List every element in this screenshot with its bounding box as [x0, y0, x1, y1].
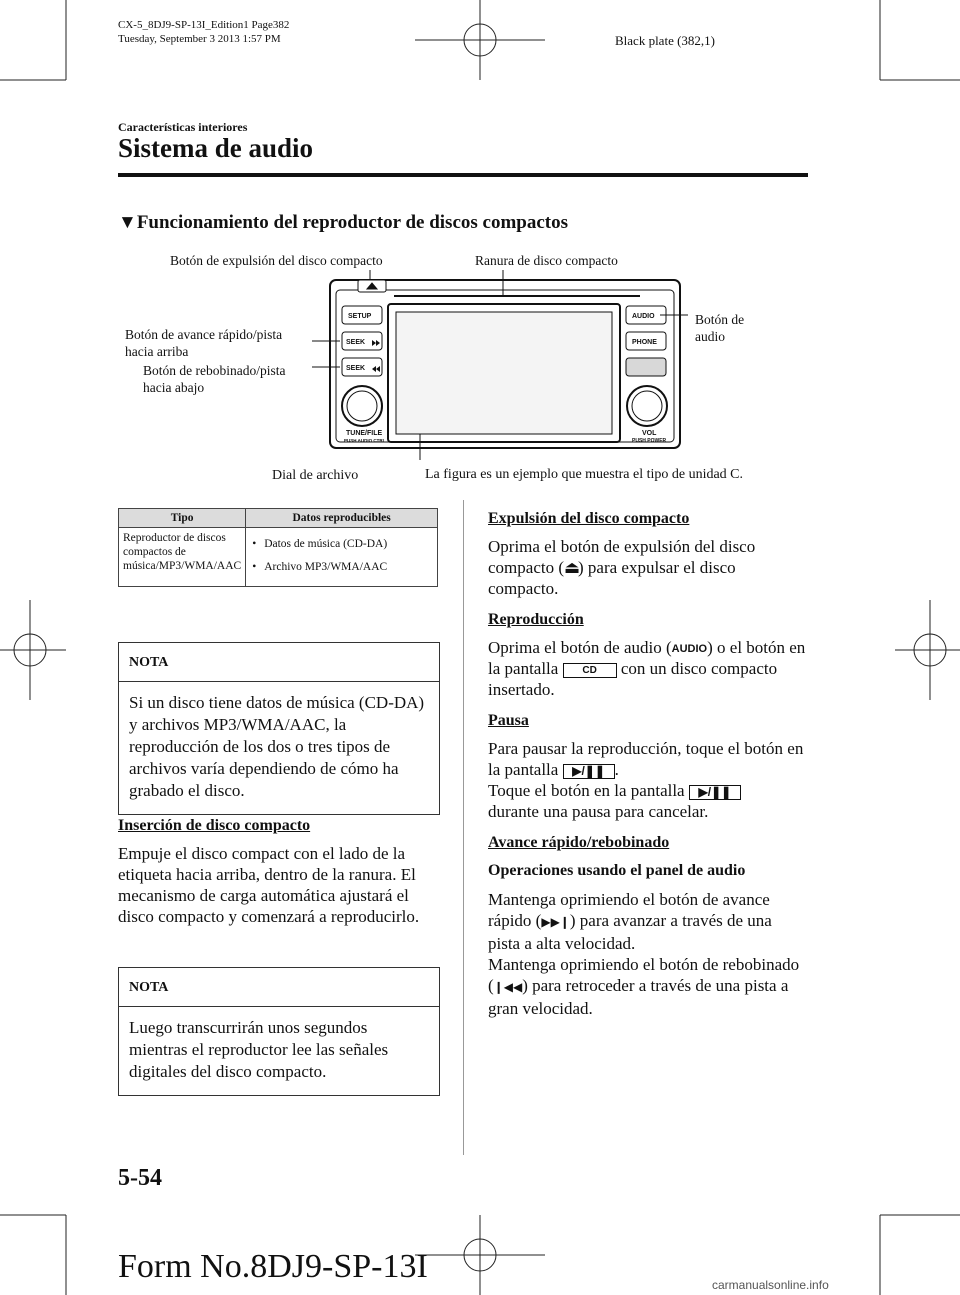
table-header-type: Tipo	[119, 509, 246, 528]
pause-body: Para pausar la reproducción, toque el botón en la pantalla ▶/❚❚ . Toque el botón en la pantalla ▶/❚❚ durante una pausa para cancelar.	[488, 739, 804, 821]
callout-rew: Botón de rebobinado/pista hacia abajo	[143, 363, 286, 395]
cd-screen-button-icon: CD	[563, 663, 617, 678]
note-title: NOTA	[119, 968, 439, 1007]
site-watermark: carmanualsonline.info	[712, 1278, 829, 1292]
procedure-heading: ▼Funcionamiento del reproductor de discos compactos	[118, 212, 569, 233]
note-box-disc-types	[118, 642, 440, 815]
fast-forward-icon: ▶▶❙	[541, 915, 570, 929]
rewind-icon: ❙◀◀	[493, 980, 523, 994]
table-row	[119, 528, 438, 587]
panel-vol-label: VOL	[642, 430, 657, 437]
panel-audio-label: AUDIO	[632, 313, 655, 320]
panel-tune-label: TUNE/FILE	[346, 430, 383, 437]
panel-setup-label: SETUP	[348, 313, 372, 320]
plate-label: Black plate (382,1)	[615, 33, 715, 48]
panel-seek-rew-label: SEEK	[346, 365, 366, 372]
insertion-section	[118, 817, 440, 927]
insertion-body: Empuje el disco compact con el lado de la etiqueta hacia arriba, dentro de la ranura. El mecanismo de carga automática ajustará el disco compacto y comenzará a reproducirlo.	[118, 844, 420, 926]
callout-ff: Botón de avance rápido/pista hacia arriba	[125, 327, 283, 359]
seek-forward-icon	[372, 340, 380, 346]
figure-note: La figura es un ejemplo que muestra el tipo de unidad C.	[425, 467, 744, 482]
table-header-data: Datos reproducibles	[246, 509, 438, 528]
data-item: • Datos de música (CD-DA)	[264, 537, 433, 551]
eject-icon: ⏏	[564, 558, 581, 577]
callout-audio: Botón de audio	[695, 312, 745, 344]
pause-title: Pausa	[488, 712, 529, 729]
note-body: Si un disco tiene datos de música (CD-DA) y archivos MP3/WMA/AAC, la reproducción de los dos o tres tipos de archivos varía dependiendo de cómo ha grabado el disco.	[129, 693, 425, 800]
callout-dial: Dial de archivo	[272, 468, 359, 483]
section-title: Sistema de audio	[118, 133, 314, 163]
column-divider	[463, 500, 464, 1155]
callout-slot: Ranura de disco compacto	[475, 253, 618, 268]
audio-unit-illustration	[310, 270, 700, 460]
right-column	[488, 510, 808, 1019]
eject-title: Expulsión del disco compacto	[488, 510, 690, 527]
ffrew-subhead: Operaciones usando el panel de audio	[488, 862, 746, 879]
playable-data-table	[118, 508, 438, 587]
play-pause-icon: ▶/❚❚	[689, 785, 741, 800]
play-body: Oprima el botón de audio (AUDIO) o el botón en la pantalla CD con un disco compacto insertado.	[488, 638, 806, 699]
triangle-bullet-icon: ▼	[118, 212, 137, 233]
note-title: NOTA	[119, 643, 439, 682]
seek-back-icon	[372, 366, 380, 372]
table-cell-type: Reproductor de discos compactos de música/MP3/WMA/AAC	[119, 528, 246, 587]
play-pause-icon: ▶/❚❚	[563, 764, 615, 779]
doc-timestamp: Tuesday, September 3 2013 1:57 PM	[118, 33, 281, 45]
data-item: • Archivo MP3/WMA/AAC	[264, 560, 433, 574]
form-number: Form No.8DJ9-SP-13I	[118, 1248, 428, 1285]
note-body: Luego transcurrirán unos segundos mientras el reproductor lee las señales digitales del disco compacto.	[129, 1018, 389, 1081]
panel-phone-label: PHONE	[632, 339, 657, 346]
page-number: 5-54	[118, 1165, 162, 1191]
insertion-title: Inserción de disco compacto	[118, 817, 311, 834]
ffrew-body: Mantenga oprimiendo el botón de avance rápido (▶▶❙) para avanzar a través de una pista a alta velocidad. Mantenga oprimiendo el botón de rebobinado (❙◀◀) para retroceder a través de una pista a gran velocidad.	[488, 890, 800, 1018]
panel-vol-sub-label: PUSH POWER	[632, 438, 667, 444]
panel-seek-ff-label: SEEK	[346, 339, 366, 346]
doc-id: CX-5_8DJ9-SP-13I_Edition1 Page382	[118, 19, 290, 31]
doc-meta	[118, 18, 289, 46]
callout-eject: Botón de expulsión del disco compacto	[170, 253, 383, 268]
panel-tune-sub-label: PUSH AUDIO CTRL	[344, 438, 386, 443]
eject-body: Oprima el botón de expulsión del disco compacto (⏏) para expulsar el disco compacto.	[488, 537, 756, 598]
play-title: Reproducción	[488, 611, 584, 628]
note-box-reading	[118, 967, 440, 1096]
title-rule	[118, 173, 808, 177]
audio-button-icon: AUDIO	[671, 642, 708, 655]
table-cell-data	[246, 528, 438, 587]
ffrew-title: Avance rápido/rebobinado	[488, 834, 670, 851]
section-label: Características interiores	[118, 120, 248, 134]
